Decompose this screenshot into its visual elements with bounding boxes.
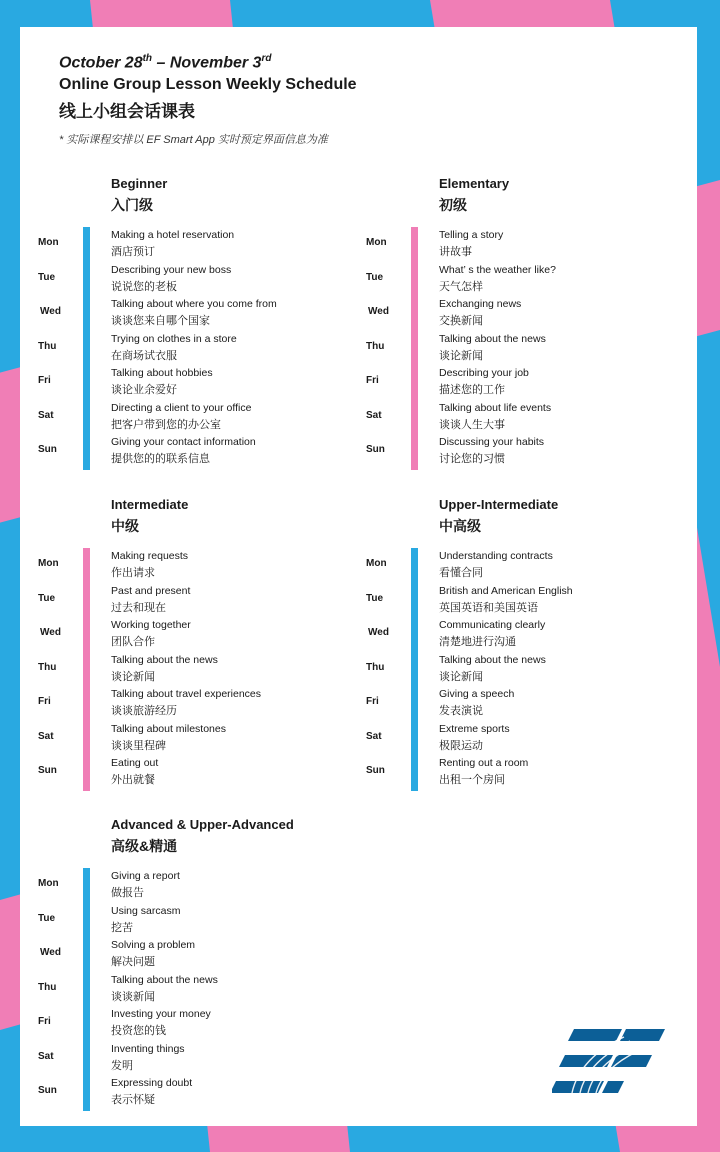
topic-chinese: 谈谈旅游经历 (111, 705, 177, 717)
topic-english: Telling a story (439, 229, 504, 241)
topic-chinese: 把客户带到您的办公室 (111, 418, 221, 431)
topic-english: Communicating clearly (439, 619, 546, 631)
topic-english: Talking about hobbies (111, 367, 213, 379)
topic-chinese: 挖苦 (111, 921, 133, 934)
topic-english: Talking about the news (111, 973, 218, 986)
topic-english: Describing your job (439, 367, 529, 379)
topic-chinese: 解决问题 (111, 956, 155, 968)
schedule-title-cn: 线上小组会话课表 (59, 102, 195, 121)
day-label: Thu (366, 661, 385, 673)
topic-chinese: 谈论新闻 (439, 670, 483, 683)
day-label: Wed (40, 947, 61, 958)
section-title: Advanced & Upper-Advanced (111, 817, 294, 832)
topic-chinese: 过去和现在 (111, 601, 166, 614)
day-label: Sat (38, 409, 54, 421)
topic-english: Talking about milestones (111, 722, 226, 735)
topic-chinese: 外出就餐 (111, 774, 155, 786)
topic-english: Inventing things (111, 1042, 185, 1055)
day-label: Sun (38, 444, 57, 455)
section-title-cn: 初级 (439, 197, 467, 213)
topic-chinese: 谈谈里程碑 (111, 739, 166, 752)
topic-english: British and American English (439, 584, 573, 597)
topic-english: Talking about the news (439, 332, 546, 345)
topic-chinese: 表示怀疑 (111, 1094, 155, 1106)
topic-chinese: 发表演说 (439, 705, 483, 717)
day-label: Fri (38, 1016, 51, 1027)
section-title: Intermediate (111, 497, 189, 512)
topic-english: Understanding contracts (439, 550, 553, 562)
day-label: Mon (366, 558, 387, 569)
section-color-bar (83, 868, 90, 1111)
day-label: Sat (38, 1050, 54, 1062)
topic-english: Renting out a room (439, 757, 529, 769)
day-label: Wed (40, 627, 61, 638)
topic-chinese: 谈论新闻 (439, 349, 483, 362)
topic-chinese: 极限运动 (439, 739, 483, 752)
topic-english: Talking about life events (439, 401, 552, 414)
topic-english: Discussing your habits (439, 436, 545, 448)
section-elementary (348, 176, 648, 476)
section-title: Upper-Intermediate (439, 497, 559, 512)
day-label: Thu (38, 981, 57, 993)
topic-english: Directing a client to your office (111, 401, 252, 414)
schedule-card (20, 27, 697, 1126)
day-label: Wed (40, 306, 61, 317)
topic-chinese: 谈谈您来自哪个国家 (111, 315, 210, 327)
topic-english: Trying on clothes in a store (111, 332, 237, 345)
topic-english: Solving a problem (111, 939, 196, 951)
topic-chinese: 做报告 (111, 887, 144, 899)
day-label: Tue (366, 592, 384, 604)
topic-english: Investing your money (111, 1008, 211, 1020)
topic-chinese: 出租一个房间 (439, 774, 505, 786)
section-color-bar (411, 548, 418, 791)
topic-chinese: 讨论您的习惯 (439, 453, 505, 465)
section-title-cn: 中高级 (439, 518, 481, 534)
topic-english: Eating out (111, 757, 159, 769)
section-title: Elementary (439, 176, 510, 191)
day-label: Thu (38, 661, 57, 673)
section-beginner (20, 176, 320, 476)
topic-english: Describing your new boss (111, 263, 232, 276)
day-label: Sun (366, 765, 385, 776)
day-label: Fri (366, 696, 379, 707)
topic-english: Making a hotel reservation (111, 229, 235, 241)
topic-chinese: 看懂合同 (439, 567, 483, 579)
topic-chinese: 提供您的的联系信息 (111, 453, 210, 465)
section-color-bar (83, 548, 90, 791)
day-label: Fri (38, 375, 51, 386)
day-label: Sat (366, 409, 382, 421)
day-label: Tue (38, 912, 56, 924)
topic-english: Talking about the news (111, 653, 218, 666)
day-label: Tue (38, 271, 56, 283)
topic-english: Giving a speech (439, 688, 515, 700)
day-label: Wed (368, 306, 389, 317)
topic-chinese: 酒店预订 (111, 246, 155, 258)
topic-english: Using sarcasm (111, 904, 181, 917)
section-intermediate (20, 497, 320, 797)
topic-chinese: 谈论业余爱好 (111, 384, 177, 396)
topic-chinese: 清楚地进行沟通 (439, 636, 516, 648)
section-color-bar (83, 227, 90, 470)
topic-english: Expressing doubt (111, 1077, 193, 1089)
date-range: October 28th – November 3rd (59, 53, 272, 72)
topic-english: What’ s the weather like? (439, 263, 556, 276)
topic-chinese: 投资您的钱 (111, 1025, 166, 1037)
day-label: Fri (38, 696, 51, 707)
ef-logo-icon (552, 1029, 665, 1095)
section-title-cn: 入门级 (111, 197, 153, 213)
day-label: Mon (38, 878, 59, 889)
topic-chinese: 谈谈新闻 (111, 990, 155, 1003)
day-label: Sun (38, 1085, 57, 1096)
day-label: Fri (366, 375, 379, 386)
schedule-title: Online Group Lesson Weekly Schedule (59, 76, 357, 93)
topic-english: Extreme sports (439, 722, 510, 735)
day-label: Mon (366, 237, 387, 248)
section-title-cn: 中级 (111, 518, 139, 534)
topic-chinese: 团队合作 (111, 636, 155, 648)
schedule-note: * 实际课程安排以 EF Smart App 实时预定界面信息为准 (59, 134, 328, 146)
topic-english: Exchanging news (439, 298, 522, 310)
topic-english: Giving a report (111, 870, 180, 882)
topic-english: Talking about the news (439, 653, 546, 666)
topic-chinese: 天气怎样 (439, 280, 483, 293)
topic-chinese: 讲故事 (439, 246, 472, 258)
day-label: Thu (38, 340, 57, 352)
section-upper-intermediate (348, 497, 648, 797)
topic-english: Working together (111, 619, 191, 631)
day-label: Thu (366, 340, 385, 352)
topic-english: Talking about where you come from (111, 298, 277, 310)
topic-chinese: 谈论新闻 (111, 670, 155, 683)
topic-chinese: 英国英语和美国英语 (439, 601, 538, 614)
day-label: Tue (38, 592, 56, 604)
topic-english: Talking about travel experiences (111, 688, 262, 700)
topic-chinese: 在商场试衣服 (111, 349, 177, 362)
topic-english: Making requests (111, 550, 189, 562)
topic-chinese: 说说您的老板 (111, 280, 177, 293)
topic-english: Past and present (111, 584, 191, 597)
topic-chinese: 作出请求 (111, 567, 155, 579)
section-title: Beginner (111, 176, 168, 191)
topic-chinese: 交换新闻 (439, 315, 483, 327)
topic-chinese: 谈谈人生大事 (439, 418, 505, 431)
day-label: Tue (366, 271, 384, 283)
day-label: Sat (366, 730, 382, 742)
day-label: Sun (38, 765, 57, 776)
day-label: Wed (368, 627, 389, 638)
topic-english: Giving your contact information (111, 436, 256, 448)
day-label: Mon (38, 237, 59, 248)
section-color-bar (411, 227, 418, 470)
topic-chinese: 描述您的工作 (439, 384, 505, 396)
day-label: Sat (38, 730, 54, 742)
section-title-cn: 高级&精通 (111, 838, 178, 854)
day-label: Sun (366, 444, 385, 455)
day-label: Mon (38, 558, 59, 569)
section-advanced-upper-advanced (20, 817, 320, 1117)
topic-chinese: 发明 (111, 1059, 133, 1072)
